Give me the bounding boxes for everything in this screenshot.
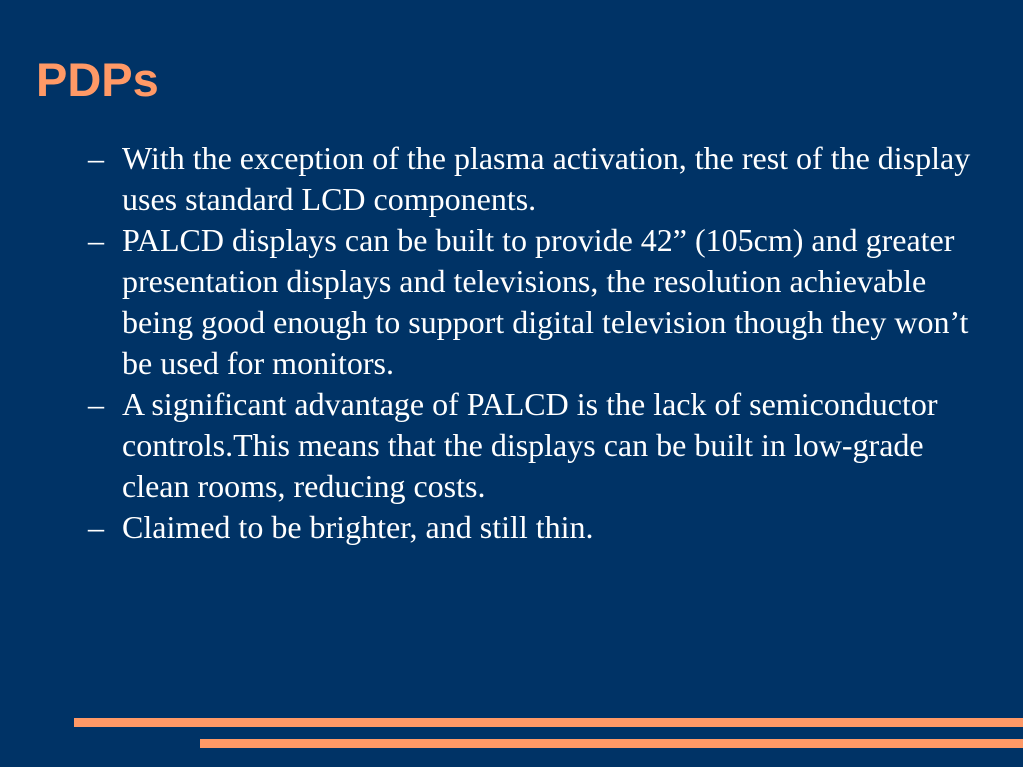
bullet-item — [88, 220, 988, 384]
accent-line-bottom — [200, 739, 1023, 748]
dash-bullet-icon: – — [88, 386, 104, 422]
bullet-item — [88, 138, 988, 220]
bullet-text: Claimed to be brighter, and still thin. — [122, 509, 594, 545]
bullet-list — [88, 138, 988, 548]
bullet-text: A significant advantage of PALCD is the lack of semiconductor controls.This means that the displays can be built in low-grade clean rooms, reducing costs. — [122, 386, 938, 504]
slide-title: PDPs — [36, 53, 159, 106]
bullet-text: With the exception of the plasma activation, the rest of the display uses standard LCD components. — [122, 140, 971, 217]
dash-bullet-icon: – — [88, 509, 104, 545]
accent-line-top — [74, 718, 1023, 727]
bullet-item — [88, 384, 988, 507]
bullet-item — [88, 507, 988, 548]
bullet-text: PALCD displays can be built to provide 42” (105cm) and greater presentation displays and televisions, the resolution achievable being good enough to support digital television though they won’t be used for monitors. — [122, 222, 969, 381]
dash-bullet-icon: – — [88, 222, 104, 258]
dash-bullet-icon: – — [88, 140, 104, 176]
